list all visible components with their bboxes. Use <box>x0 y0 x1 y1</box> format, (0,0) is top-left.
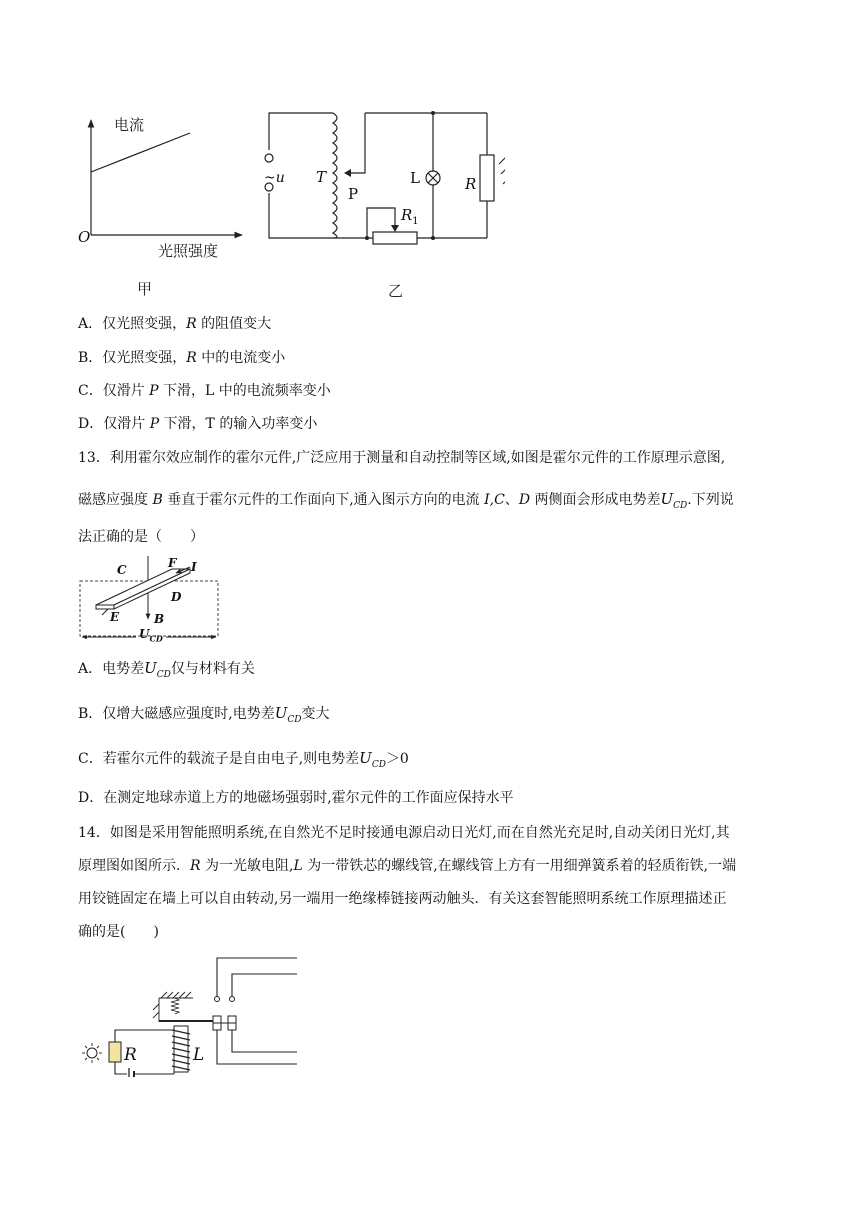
circuit-label-l: L <box>193 1045 205 1065</box>
light-rays <box>499 150 505 184</box>
q13-option-b[interactable] <box>78 703 330 730</box>
transformer-coil <box>333 113 337 238</box>
primary-wire <box>269 113 333 150</box>
hall-label-e: E <box>110 610 120 624</box>
caption-jia: 甲 <box>137 280 153 298</box>
question-number: 13． <box>78 450 110 466</box>
option-var: R <box>186 316 197 332</box>
var-u: U <box>359 749 372 767</box>
fixed-contact-1 <box>215 997 220 1002</box>
rheostat-arrow <box>391 225 399 232</box>
q14-line-3 <box>78 889 726 909</box>
var-u-sub: CD <box>156 669 171 680</box>
rheostat-subscript: 1 <box>412 216 419 227</box>
var-l: L <box>293 858 303 874</box>
q13-option-d[interactable] <box>78 788 514 808</box>
option-text: 仅光照变强， <box>102 350 187 366</box>
bottom-contact-wire-2 <box>232 1030 297 1052</box>
question-text: 、 <box>504 492 519 508</box>
question-text: 磁感应强度 <box>78 492 153 508</box>
hall-label-u <box>139 627 163 643</box>
primary-wire-bottom <box>269 193 333 238</box>
option-text: 仅与材料有关 <box>170 661 255 677</box>
option-letter: C． <box>78 383 103 399</box>
bottom-contact-wire <box>217 1030 297 1064</box>
source-label: ~u <box>264 170 285 186</box>
var-u: U <box>274 704 288 722</box>
resistor-label: R <box>465 175 477 193</box>
option-var: P <box>149 416 160 432</box>
junction-1 <box>365 236 369 240</box>
var-u: U <box>144 659 157 677</box>
option-letter: D． <box>78 790 104 806</box>
option-letter: B． <box>78 706 103 722</box>
question-text: 原理图如图所示． <box>78 858 190 874</box>
var-u-sub: CD <box>371 759 386 770</box>
option-text: 仅光照变强， <box>102 316 187 332</box>
question-text: 用铰链固定在墙上可以自由转动,另一端用一绝缘棒链接两动触头．有关这套智能照明系统工作原理描述正 <box>78 891 727 907</box>
option-text: 下滑，L 中的电流频率变小 <box>158 383 331 399</box>
q12-option-b[interactable] <box>78 348 285 368</box>
lamp-label: L <box>410 169 420 187</box>
option-text: 若霍尔元件的载流子是自由电子,则电势差 <box>102 751 360 767</box>
var-r: R <box>190 858 201 874</box>
question-text: 利用霍尔效应制作的霍尔元件,广泛应用于测量和自动控制等区域,如图是霍尔元件的工作原理示意图, <box>109 450 726 466</box>
hall-label-c: C <box>117 563 127 577</box>
option-text: ＞0 <box>385 751 409 767</box>
option-text: 电势差 <box>102 661 145 677</box>
rheostat-r1 <box>373 232 417 244</box>
slider-label: P <box>348 185 359 203</box>
q12-option-a[interactable] <box>78 314 271 334</box>
var-ic: I,C <box>484 492 505 508</box>
option-text: 下滑，T 的输入功率变小 <box>159 416 318 432</box>
photoresistor <box>109 1042 121 1062</box>
var-u-sub: CD <box>287 714 302 725</box>
option-text: 仅滑片 <box>102 383 150 399</box>
q13-line-3 <box>78 527 204 547</box>
question-text: 垂直于霍尔元件的工作面向下,通入图示方向的电流 <box>162 492 485 508</box>
q14-line-1 <box>78 823 730 843</box>
q13-option-a[interactable] <box>78 658 255 685</box>
q13-line-2 <box>78 489 734 516</box>
sun-icon <box>87 1048 97 1058</box>
var-u-sub: CD <box>673 500 688 511</box>
option-text: 变大 <box>301 706 330 722</box>
circuit-label-r: R <box>124 1045 137 1065</box>
spring <box>171 998 179 1014</box>
option-var: P <box>149 383 159 399</box>
option-text: 在测定地球赤道上方的地磁场强弱时,霍尔元件的工作面应保持水平 <box>103 790 514 806</box>
junction-2 <box>431 111 435 115</box>
rheostat-label <box>401 206 419 227</box>
option-var: R <box>186 350 197 366</box>
caption-yi: 乙 <box>388 282 404 300</box>
option-letter: D． <box>78 416 104 432</box>
graph-jia <box>70 110 250 260</box>
option-letter: A． <box>78 661 103 677</box>
var-u: U <box>660 490 674 508</box>
var-d: D <box>518 492 531 508</box>
q12-option-d[interactable] <box>78 414 317 434</box>
option-text: 仅增大磁感应强度时,电势差 <box>102 706 275 722</box>
slider-wire <box>346 113 365 173</box>
fixed-contact-2 <box>230 997 235 1002</box>
question-text: 为一带铁芯的螺线管,在螺线管上方有一用细弹簧系着的轻质衔铁,一端 <box>302 858 737 874</box>
option-letter: C． <box>78 751 103 767</box>
q14-line-2 <box>78 856 736 876</box>
q13-option-c[interactable] <box>78 748 409 775</box>
question-text: 为一光敏电阻, <box>200 858 294 874</box>
photoresistor-r <box>480 155 494 201</box>
origin-label: O <box>78 228 91 246</box>
option-letter: B． <box>78 350 103 366</box>
question-text: 如图是采用智能照明系统,在自然光不足时接通电源启动日光灯,而在自然光充足时,自动关闭日光灯,其 <box>109 825 730 841</box>
hall-label-f: F <box>168 556 177 570</box>
control-wire-top <box>115 1030 174 1042</box>
y-axis-label: 电流 <box>114 116 145 134</box>
question-text: 两侧面会形成电势差 <box>530 492 661 508</box>
question-text: 确的是( ) <box>78 924 159 940</box>
question-number: 14． <box>78 825 110 841</box>
q12-option-c[interactable] <box>78 381 331 401</box>
q13-line-1 <box>78 448 725 468</box>
x-axis-label: 光照强度 <box>158 242 219 260</box>
option-text: 仅滑片 <box>103 416 150 432</box>
hall-label-d: D <box>171 590 182 604</box>
hall-label-i: I <box>191 560 197 574</box>
lighting-circuit-figure <box>75 952 305 1077</box>
option-text: 的阻值变大 <box>196 316 272 332</box>
junction-3 <box>431 236 435 240</box>
var-b: B <box>152 492 163 508</box>
hall-label-b: B <box>154 612 165 626</box>
rheostat-letter: R <box>401 206 413 224</box>
u-letter: U <box>139 627 150 641</box>
terminal-top <box>265 154 273 162</box>
u-sub: CD <box>149 633 163 644</box>
current-line <box>91 133 190 172</box>
wall-hatch <box>153 992 191 1022</box>
question-text: .下列说 <box>687 492 734 508</box>
question-text: 法正确的是（ ） <box>78 529 204 545</box>
option-text: 中的电流变小 <box>196 350 286 366</box>
top-contact-wire <box>217 958 297 996</box>
e-marker <box>102 609 108 615</box>
option-letter: A． <box>78 316 103 332</box>
hall-plate-edge <box>96 605 114 609</box>
slider-arrow <box>344 169 351 177</box>
q14-line-4 <box>78 922 159 942</box>
transformer-label: T <box>316 168 327 186</box>
top-contact-wire-2 <box>232 974 297 996</box>
